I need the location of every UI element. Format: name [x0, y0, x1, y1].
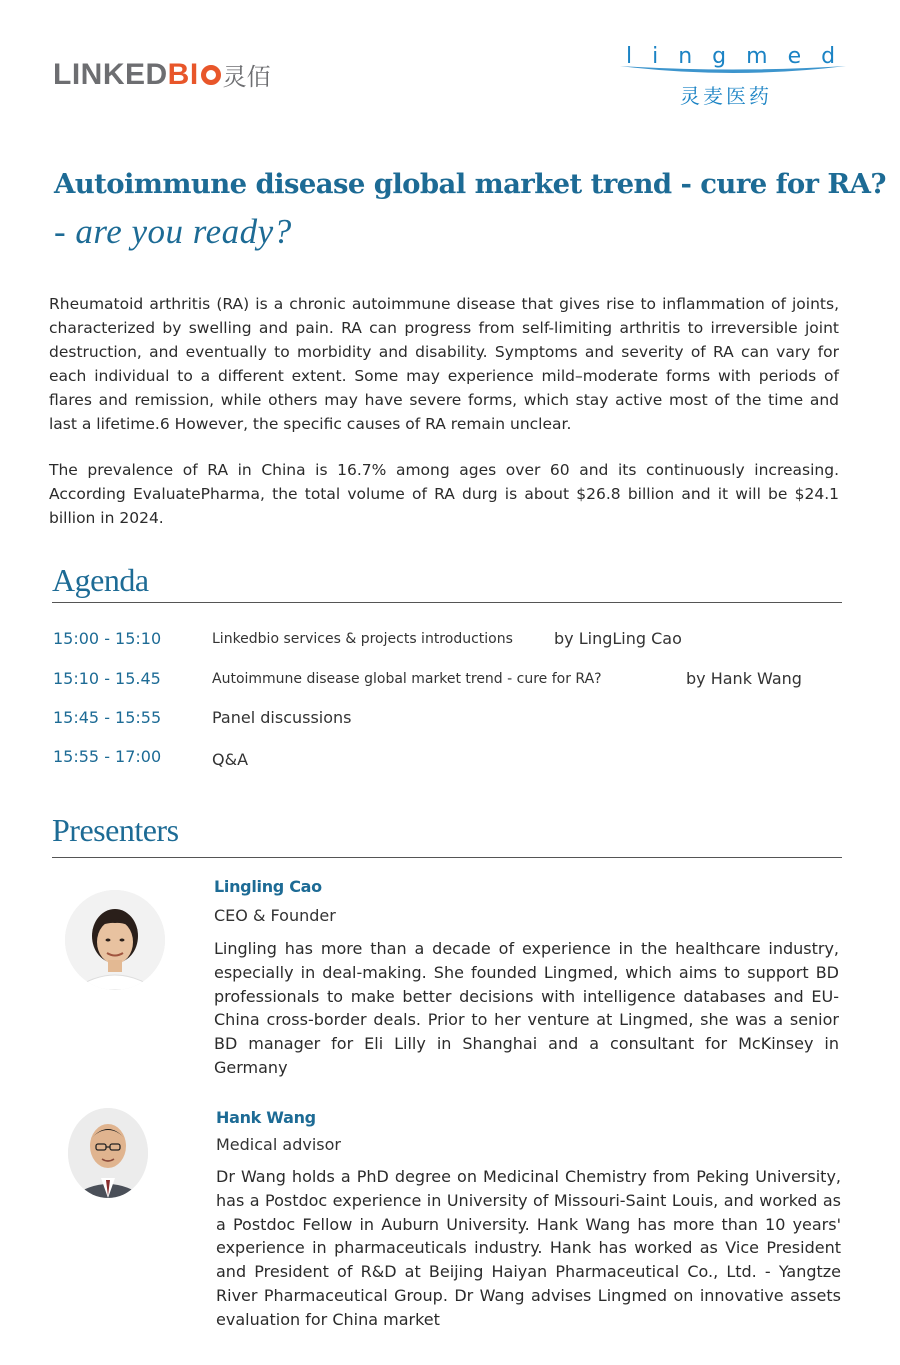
agenda-topic: Linkedbio services & projects introductions	[212, 631, 513, 647]
presenter-bio: Lingling has more than a decade of experience in the healthcare industry, especially in deal-making. She founded Lingmed, which aims to support BD professionals to make better decisions with intelligence databases and EU-China cross-border deals. Prior to her venture at Lingmed, she was a senior BD manager for Eli Lilly in Shanghai and a consultant for McKinsey in Germany	[214, 939, 839, 1077]
agenda-topic: Autoimmune disease global market trend - cure for RA?	[212, 671, 602, 687]
agenda-topic: Panel discussions	[212, 708, 352, 727]
agenda-time: 15:00 - 15:10	[53, 629, 162, 648]
avatar-hank-wang	[68, 1108, 148, 1198]
intro-paragraph-1: Rheumatoid arthritis (RA) is a chronic autoimmune disease that gives rise to inflammation of joints, characterized by swelling and pain. RA can progress from self-limiting arthritis to irreversible joint destruction, and eventually to morbidity and disability. Symptoms and severity of RA can vary for each individual to a different extent. Some may experience mild–moderate forms with periods of flares and remission, while others may have severe forms, which stay active most of the time and last a lifetime.6 However, the specific causes of RA remain unclear.	[49, 295, 839, 433]
agenda-time: 15:45 - 15:55	[53, 708, 162, 727]
page-subtitle: - are you ready?	[54, 212, 292, 251]
agenda-divider	[52, 602, 842, 603]
agenda-speaker: by Hank Wang	[686, 669, 802, 688]
logo-text-accent: BI	[167, 57, 199, 91]
lingmed-swoosh-icon	[618, 60, 848, 80]
page-title: Autoimmune disease global market trend - cure for RA?	[54, 168, 886, 200]
intro-paragraph-2: The prevalence of RA in China is 16.7% among ages over 60 and its continuously increasing. According EvaluatePharma, the total volume of RA durg is about $26.8 billion and it will be $24.1 billion in 2024.	[49, 461, 839, 527]
lingmed-logo	[618, 40, 856, 110]
portrait-man-icon	[68, 1108, 148, 1198]
agenda-speaker: by LingLing Cao	[554, 629, 682, 648]
presenters-heading: Presenters	[52, 812, 179, 848]
lingmed-logo-cn: 灵麦医药	[680, 84, 772, 108]
presenter-role: CEO & Founder	[214, 906, 336, 925]
presenters-divider	[52, 857, 842, 858]
linkedbio-logo	[53, 57, 271, 92]
presenter-name: Hank Wang	[216, 1108, 316, 1127]
avatar-lingling-cao	[65, 890, 165, 990]
agenda-time: 15:10 - 15.45	[53, 669, 161, 688]
logo-text-cn: 灵佰	[222, 64, 271, 91]
presenter-bio: Dr Wang holds a PhD degree on Medicinal Chemistry from Peking University, has a Postdoc experience in University of Missouri-Saint Louis, and worked as a Postdoc Fellow in Auburn University. Hank Wang has more than 10 years' experience in pharmaceuticals industry. Hank has worked as Vice President and President of R&D at Beijing Haiyan Pharmaceutical Co., Ltd. - Yangtze River Pharmaceutical Group. Dr Wang advises Lingmed on innovative assets evaluation for China market	[216, 1167, 841, 1329]
portrait-woman-icon	[65, 890, 165, 990]
logo-text-main: LINKED	[53, 57, 168, 91]
agenda-time: 15:55 - 17:00	[53, 747, 162, 766]
agenda-topic: Q&A	[212, 750, 249, 769]
agenda-heading: Agenda	[52, 562, 149, 598]
lingmed-logo-text: lingmed	[626, 44, 856, 69]
presenter-name: Lingling Cao	[214, 877, 322, 896]
presenter-role: Medical advisor	[216, 1135, 341, 1154]
logo-ring-icon	[201, 65, 221, 85]
